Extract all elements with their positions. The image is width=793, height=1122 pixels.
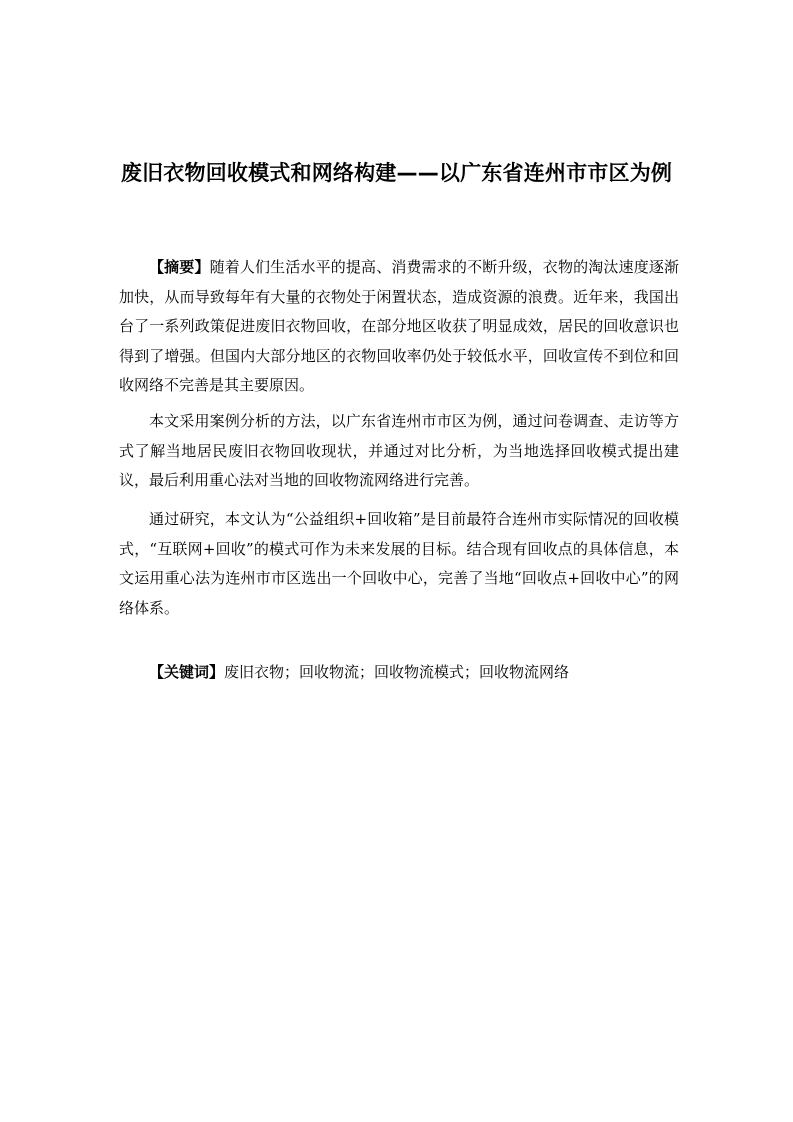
abstract-paragraph-2: 本文采用案例分析的方法，以广东省连州市市区为例，通过问卷调查、走访等方式了解当地居民废旧衣物回收现状，并通过对比分析，为当地选择回收模式提出建议，最后利用重心法对当地的回收物流网络进行完善。 xyxy=(119,412,679,490)
abstract-section-3 xyxy=(119,505,679,623)
abstract-label: 【摘要】 xyxy=(149,258,210,276)
abstract-section-2 xyxy=(119,407,679,496)
keywords-text: 废旧衣物；回收物流；回收物流模式；回收物流网络 xyxy=(224,663,570,681)
keywords-label: 【关键词】 xyxy=(149,663,225,681)
abstract-paragraph-3: 通过研究，本文认为“公益组织+回收箱”是目前最符合连州市实际情况的回收模式，“互联网+回收”的模式可作为未来发展的目标。结合现有回收点的具体信息，本文运用重心法为连州市市区选出一个回收中心，完善了当地“回收点+回收中心”的网络体系。 xyxy=(119,510,679,617)
abstract-text-1: 随着人们生活水平的提高、消费需求的不断升级，衣物的淘汰速度逐渐加快，从而导致每年有大量的衣物处于闲置状态，造成资源的浪费。近年来，我国出台了一系列政策促进废旧衣物回收，在部分地区收获了明显成效，居民的回收意识也得到了增强。但国内大部分地区的衣物回收率仍处于较低水平，回收宣传不到位和回收网络不完善是其主要原因。 xyxy=(119,258,679,395)
keywords-line xyxy=(119,658,679,688)
page-title: 废旧衣物回收模式和网络构建——以广东省连州市市区为例 xyxy=(120,161,673,185)
abstract-paragraph-1 xyxy=(119,253,679,401)
abstract-section xyxy=(119,253,679,401)
keywords-section xyxy=(119,658,679,688)
